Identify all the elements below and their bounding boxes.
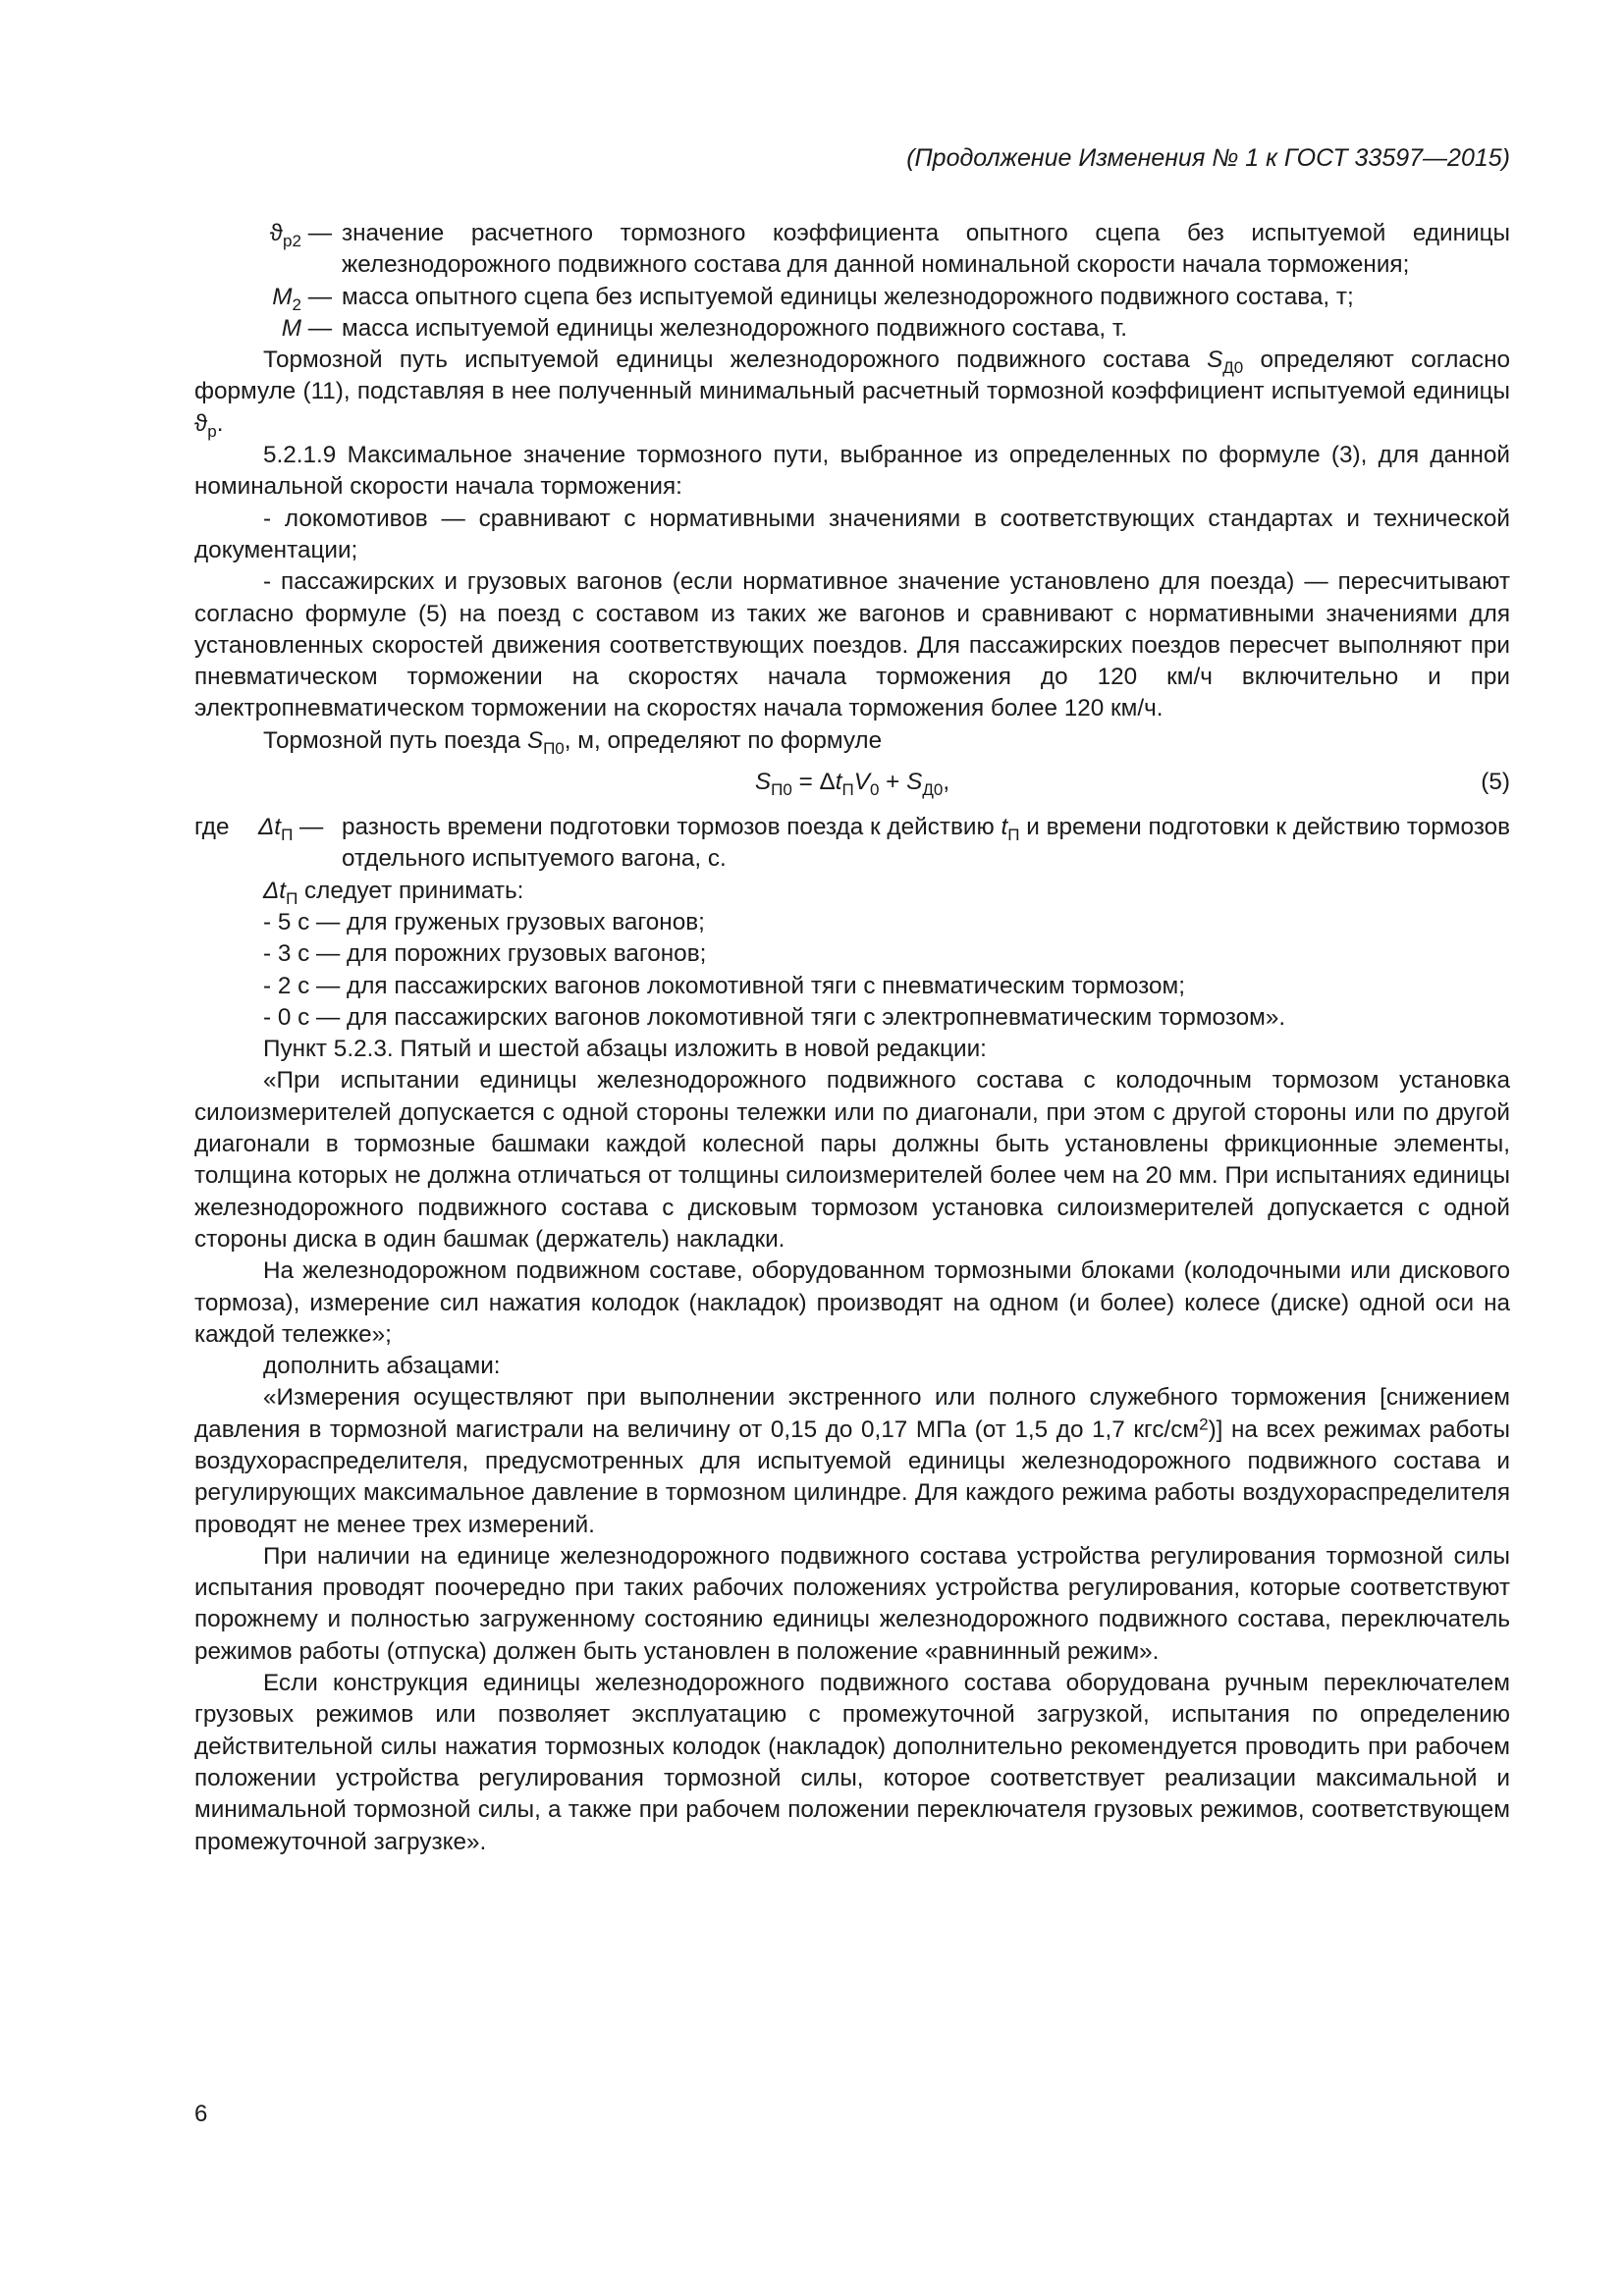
definition-m	[194, 313, 1510, 345]
definition-text: масса опытного сцепа без испытуемой единицы железнодорожного подвижного состава, т;	[342, 283, 1354, 310]
paragraph-locomotives: - локомотивов — сравнивают с нормативными значениями в соответствующих стандартах и технической документации;	[194, 505, 1510, 563]
paragraph-point-5-2-3: Пункт 5.2.3. Пятый и шестой абзацы изложить в новой редакции:	[263, 1036, 987, 1063]
where-symbol: $\Delta t_П$ —	[258, 814, 324, 844]
paragraph-5-2-1-9: 5.2.1.9 Максимальное значение тормозного пути, выбранное из определенных по формуле (3), для данной номинальной скорости начала торможения:	[194, 442, 1510, 501]
definition-symbol: $ϑ_{р2}$ —	[269, 220, 332, 250]
page-number: 6	[194, 2101, 208, 2127]
paragraph-regulator: При наличии на единице железнодорожного подвижного состава устройства регулирования тормозной силы испытания проводят поочередно при таких рабочих положениях устройства регулирования, которые соответствуют порожнему и полностью загруженному состоянию единицы железнодорожного подвижного состава, переключатель режимов работы (отпуска) должен быть установлен в положение «равнинный режим».	[194, 1542, 1510, 1665]
paragraph-measurements: «Измерения осуществляют при выполнении экстренного или полного служебного торможения [снижением давления в тормозной магистрали на величину от 0,15 до 0,17 МПа (от 1,5 до 1,7 кгс/$см^2$)] на всех режимах работы воздухораспределителя, предусмотренных для испытуемой единицы железнодорожного подвижного состава и регулирующих максимальное давление в тормозном цилиндре. Для каждого режима работы воздухораспределителя проводят не менее трех измерений.	[194, 1384, 1510, 1538]
where-text: разность времени подготовки тормозов поезда к действию $t_П$ и времени подготовки к действию тормозов отдельного испытуемого вагона, с.	[342, 814, 1510, 873]
list-item: - 5 с — для груженых грузовых вагонов;	[263, 908, 705, 935]
definition-m2	[194, 282, 1510, 313]
definition-text: значение расчетного тормозного коэффициента опытного сцепа без испытуемой единицы железнодорожного подвижного состава для данной номинальной скорости начала торможения;	[342, 220, 1510, 279]
definition-theta-p2	[194, 218, 1510, 282]
list-item: - 3 с — для порожних грузовых вагонов;	[263, 940, 707, 968]
where-clause	[194, 812, 1510, 876]
list-item: - 2 с — для пассажирских вагонов локомотивной тяги с пневматическим тормозом;	[263, 972, 1185, 999]
definition-symbol: $M_2$ —	[272, 283, 332, 314]
paragraph-supplement: дополнить абзацами:	[263, 1353, 501, 1380]
paragraph-force-meters: «При испытании единицы железнодорожного подвижного состава с колодочным тормозом установка силоизмерителей допускается с одной стороны тележки или по диагонали, при этом с другой стороны или по другой диагонали в тормозные башмаки каждой колесной пары должны быть установлены фрикционные элементы, толщина которых не должна отличаться от толщины силоизмерителей более чем на 20 мм. При испытаниях единицы железнодорожного подвижного состава с дисковым тормозом установка силоизмерителей допускается с одной стороны диска в один башмак (держатель) накладки.	[194, 1067, 1510, 1253]
formula-number: (5)	[1481, 769, 1510, 796]
paragraph-delta-t: $\Delta t_П$ следует принимать:	[263, 877, 524, 908]
paragraph-manual-switch: Если конструкция единицы железнодорожного подвижного состава оборудована ручным переключателем грузовых режимов или позволяет эксплуатацию с промежуточной загрузкой, испытания по определению действительной силы нажатия тормозных колодок (накладок) дополнительно рекомендуется проводить при рабочем положении устройства регулирования тормозной силы, которое соответствует реализации максимальной и минимальной тормозной силы, а также при рабочем положении переключателя грузовых режимов, соответствующем промежуточной загрузке».	[194, 1670, 1510, 1855]
definition-text: масса испытуемой единицы железнодорожного подвижного состава, т.	[342, 314, 1128, 342]
paragraph-wagons: - пассажирских и грузовых вагонов (если нормативное значение установлено для поезда) — пересчитывают согласно формуле (5) на поезд с составом из таких же вагонов и сравнивают с нормативными значениями для установленных скоростей движения соответствующих поездов. Для пассажирских поездов пересчет выполняют при пневматическом торможении на скоростях начала торможения до 120 км/ч включительно и при электропневматическом торможении на скоростях начала торможения более 120 км/ч.	[194, 568, 1510, 722]
definition-symbol: M —	[281, 314, 332, 342]
where-label: где	[194, 814, 230, 841]
paragraph-brake-blocks: На железнодорожном подвижном составе, оборудованном тормозными блоками (колодочными или дискового тормоза), измерение сил нажатия колодок (накладок) производят на одном (и более) колесе (диске) одной оси на каждой тележке»;	[194, 1257, 1510, 1348]
running-header: (Продолжение Изменения № 1 к ГОСТ 33597—2015)	[906, 144, 1510, 172]
list-item: - 0 с — для пассажирских вагонов локомотивной тяги с электропневматическим тормозом».	[263, 1003, 1286, 1031]
paragraph-train-distance: Тормозной путь поезда $S_{П0}$, м, определяют по формуле	[263, 726, 883, 758]
formula-expression: $S_{П0} = \Delta t_ПV_0 + S_{Д0}$,	[754, 769, 950, 799]
paragraph-braking-distance-unit: Тормозной путь испытуемой единицы железнодорожного подвижного состава $S_{Д0}$ определяют согласно формуле (11), подставляя в нее полученный минимальный расчетный тормозной коэффициент испытуемой единицы $ϑ_р$.	[194, 347, 1511, 441]
page-body	[194, 218, 1510, 1858]
formula-5	[194, 765, 1510, 800]
